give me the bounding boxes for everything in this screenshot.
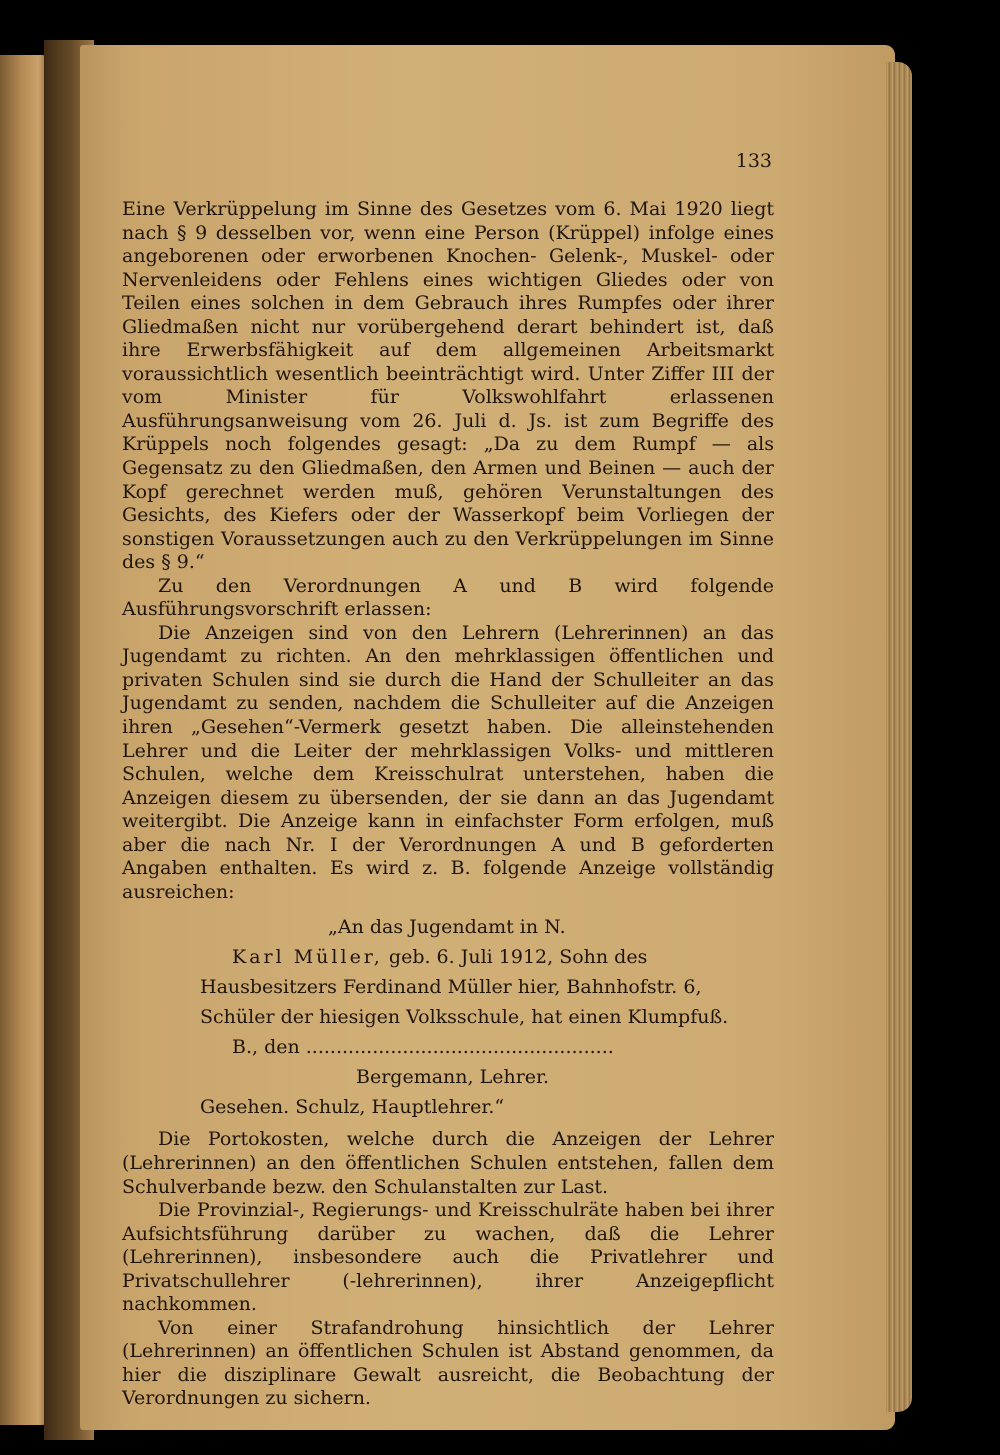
letter-address: „An das Jugendamt in N.: [328, 916, 566, 939]
letter-parent-line: Hausbesitzers Ferdinand Müller hier, Bahnhofstr. 6,: [200, 976, 702, 999]
paragraph-postage: Die Portokosten, welche durch die Anzeigen der Lehrer (Lehrerinnen) an den öffentlichen Schulen entstehen, fallen dem Schulverbande bezw. den Schulanstalten zur Last.: [122, 1128, 774, 1198]
letter-child-name: Karl Müller,: [232, 946, 383, 969]
letter-child-details: geb. 6. Juli 1912, Sohn des: [388, 946, 648, 969]
sample-report-letter: [122, 912, 774, 1122]
paragraph-reporting-procedure: Die Anzeigen sind von den Lehrern (Lehrerinnen) an das Jugendamt zu richten. An den mehrklassigen öffentlichen und privaten Schulen sind sie durch die Hand der Schulleiter an das Jugendamt zu senden, nachdem die Schulleiter auf die Anzeigen ihren „Gesehen“-Vermerk gesetzt haben. Die alleinstehenden Lehrer und die Leiter der mehrklassigen Volks- und mittleren Schulen, welche dem Kreisschulrat unterstehen, haben die Anzeigen diesem zu übersenden, der sie dann an das Jugendamt weitergibt. Die Anzeige kann in einfachster Form erfolgen, muß aber die nach Nr. I der Verordnungen A und B geforderten Angaben enthalten. Es wird z. B. folgende Anzeige vollständig ausreichen:: [122, 621, 774, 903]
paragraph-definition: Eine Verkrüppelung im Sinne des Gesetzes vom 6. Mai 1920 liegt nach § 9 desselben vor, wenn eine Person (Krüppel) infolge eines angeborenen oder erworbenen Knochen- Gelenk-, Muskel- oder Nervenleidens oder Fehlens eines wichtigen Gliedes oder von Teilen eines solchen in dem Gebrauch ihres Rumpfes oder ihrer Gliedmaßen nicht nur vorübergehend derart behindert ist, daß ihre Erwerbsfähigkeit auf dem allgemeinen Arbeitsmarkt voraussichtlich wesentlich beeinträchtigt wird. Unter Ziffer III der vom Minister für Volkswohlfahrt erlassenen Ausführungsanweisung vom 26. Juli d. Js. ist zum Begriffe des Krüppels noch folgendes gesagt: „Da zu dem Rumpf — als Gegensatz zu den Gliedmaßen, den Armen und Beinen — auch der Kopf gerechnet werden muß, gehören Verunstaltungen des Gesichts, des Kiefers oder der Wasserkopf beim Vorliegen der sonstigen Voraussetzungen auch zu den Verkrüppelungen im Sinne des § 9.“: [122, 198, 774, 574]
letter-school-line: Schüler der hiesigen Volksschule, hat einen Klumpfuß.: [200, 1006, 729, 1029]
letter-place-date: B., den ...................................................: [232, 1036, 614, 1059]
page-text: [122, 150, 774, 1411]
letter-name-line: [122, 942, 774, 972]
letter-seen-note: Gesehen. Schulz, Hauptlehrer.“: [200, 1096, 505, 1119]
paragraph-supervision: Die Provinzial-, Regierungs- und Kreisschulräte haben bei ihrer Aufsichtsführung darüber zu wachen, daß die Lehrer (Lehrerinnen), insbesondere auch die Privatlehrer und Privatschullehrer (-lehrerinnen), ihrer Anzeigepflicht nachkommen.: [122, 1199, 774, 1316]
left-page-edge: [0, 55, 48, 1425]
page-stack-edge: [886, 62, 912, 1412]
letter-signature: Bergemann, Lehrer.: [356, 1066, 550, 1089]
page-number: 133: [735, 150, 772, 172]
paragraph-penalty: Von einer Strafandrohung hinsichtlich der Lehrer (Lehrerinnen) an öffentlichen Schulen ist Abstand genommen, da hier die disziplinare Gewalt ausreicht, die Beobachtung der Verordnungen zu sichern.: [122, 1316, 774, 1410]
paragraph-execution-rule: Zu den Verordnungen A und B wird folgende Ausführungsvorschrift erlassen:: [122, 574, 774, 621]
